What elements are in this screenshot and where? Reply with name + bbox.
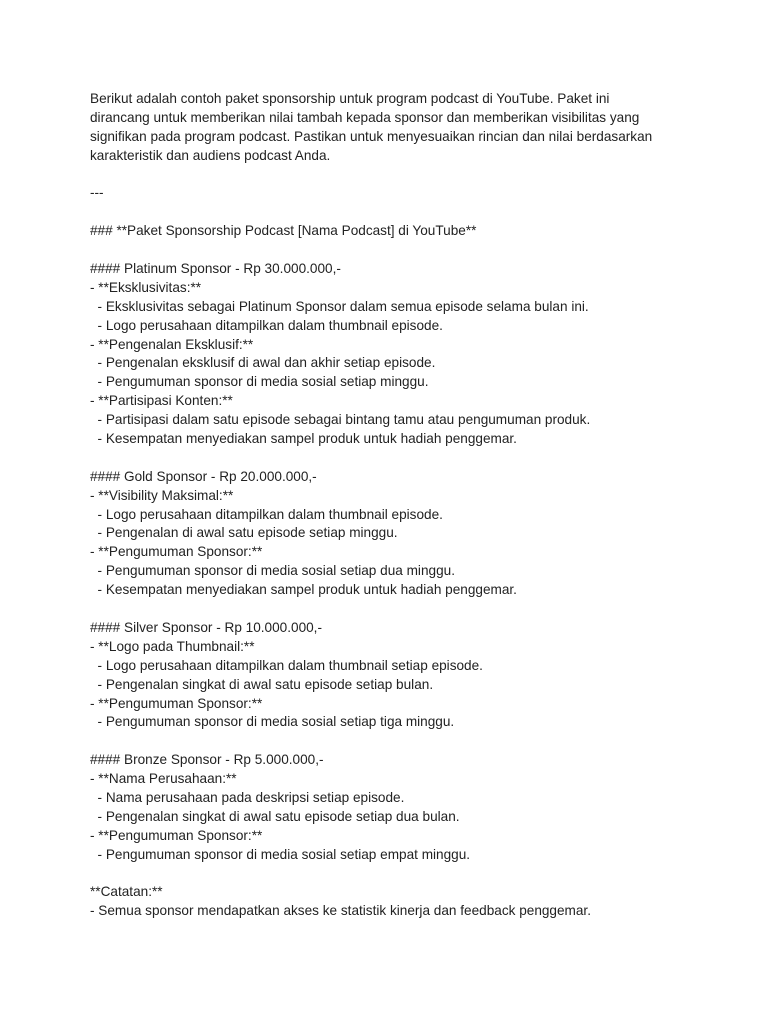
tier-bronze xyxy=(90,751,720,864)
list-item: - Pengumuman sponsor di media sosial setiap dua minggu. xyxy=(90,563,455,579)
list-item: - Pengumuman sponsor di media sosial setiap tiga minggu. xyxy=(90,714,455,730)
list-item: - Pengumuman sponsor di media sosial setiap minggu. xyxy=(90,374,429,390)
blank-line xyxy=(90,449,720,468)
group-label: - **Pengenalan Eksklusif:** xyxy=(90,336,254,352)
list-item: - Partisipasi dalam satu episode sebagai bintang tamu atau pengumuman produk. xyxy=(90,412,591,428)
tier-heading: #### Platinum Sponsor - Rp 30.000.000,- xyxy=(90,261,341,277)
tier-heading: #### Bronze Sponsor - Rp 5.000.000,- xyxy=(90,752,324,768)
list-item: - Kesempatan menyediakan sampel produk untuk hadiah penggemar. xyxy=(90,431,517,447)
group-label: - **Nama Perusahaan:** xyxy=(90,771,237,787)
list-item: - Nama perusahaan pada deskripsi setiap episode. xyxy=(90,789,405,805)
notes-section xyxy=(90,883,720,921)
tier-silver xyxy=(90,619,720,732)
intro-line: karakteristik dan audiens podcast Anda. xyxy=(90,147,331,163)
blank-line xyxy=(90,241,720,260)
separator: --- xyxy=(90,185,104,201)
group-label: - **Partisipasi Konten:** xyxy=(90,393,233,409)
document-title: ### **Paket Sponsorship Podcast [Nama Podcast] di YouTube** xyxy=(90,223,477,239)
group-label: - **Pengumuman Sponsor:** xyxy=(90,544,263,560)
group-label: - **Pengumuman Sponsor:** xyxy=(90,695,263,711)
tier-heading: #### Gold Sponsor - Rp 20.000.000,- xyxy=(90,468,317,484)
group-label: - **Eksklusivitas:** xyxy=(90,279,202,295)
intro-paragraph xyxy=(90,90,720,166)
blank-line xyxy=(90,203,720,222)
blank-line xyxy=(90,732,720,751)
tier-gold xyxy=(90,468,720,600)
blank-line xyxy=(90,600,720,619)
group-label: - **Visibility Maksimal:** xyxy=(90,487,234,503)
intro-line: signifikan pada program podcast. Pastikan untuk menyesuaikan rincian dan nilai berdasarkan xyxy=(90,128,653,144)
list-item: - Kesempatan menyediakan sampel produk untuk hadiah penggemar. xyxy=(90,582,517,598)
list-item: - Pengenalan di awal satu episode setiap minggu. xyxy=(90,525,398,541)
tier-heading: #### Silver Sponsor - Rp 10.000.000,- xyxy=(90,619,322,635)
list-item: - Logo perusahaan ditampilkan dalam thumbnail episode. xyxy=(90,317,443,333)
intro-line: Berikut adalah contoh paket sponsorship untuk program podcast di YouTube. Paket ini xyxy=(90,91,610,106)
list-item: - Pengumuman sponsor di media sosial setiap empat minggu. xyxy=(90,846,471,862)
blank-line xyxy=(90,166,720,185)
intro-line: dirancang untuk memberikan nilai tambah kepada sponsor dan memberikan visibilitas yang xyxy=(90,109,640,125)
list-item: - Pengenalan singkat di awal satu episode setiap dua bulan. xyxy=(90,808,460,824)
list-item: - Pengenalan eksklusif di awal dan akhir setiap episode. xyxy=(90,355,436,371)
document-page xyxy=(90,90,720,921)
notes-label: **Catatan:** xyxy=(90,884,163,900)
blank-line xyxy=(90,865,720,884)
group-label: - **Pengumuman Sponsor:** xyxy=(90,827,263,843)
list-item: - Logo perusahaan ditampilkan dalam thumbnail episode. xyxy=(90,506,443,522)
list-item: - Logo perusahaan ditampilkan dalam thumbnail setiap episode. xyxy=(90,657,483,673)
list-item: - Eksklusivitas sebagai Platinum Sponsor dalam semua episode selama bulan ini. xyxy=(90,298,589,314)
list-item: - Pengenalan singkat di awal satu episode setiap bulan. xyxy=(90,676,434,692)
group-label: - **Logo pada Thumbnail:** xyxy=(90,638,255,654)
tier-platinum xyxy=(90,260,720,449)
list-item: - Semua sponsor mendapatkan akses ke statistik kinerja dan feedback penggemar. xyxy=(90,903,591,919)
